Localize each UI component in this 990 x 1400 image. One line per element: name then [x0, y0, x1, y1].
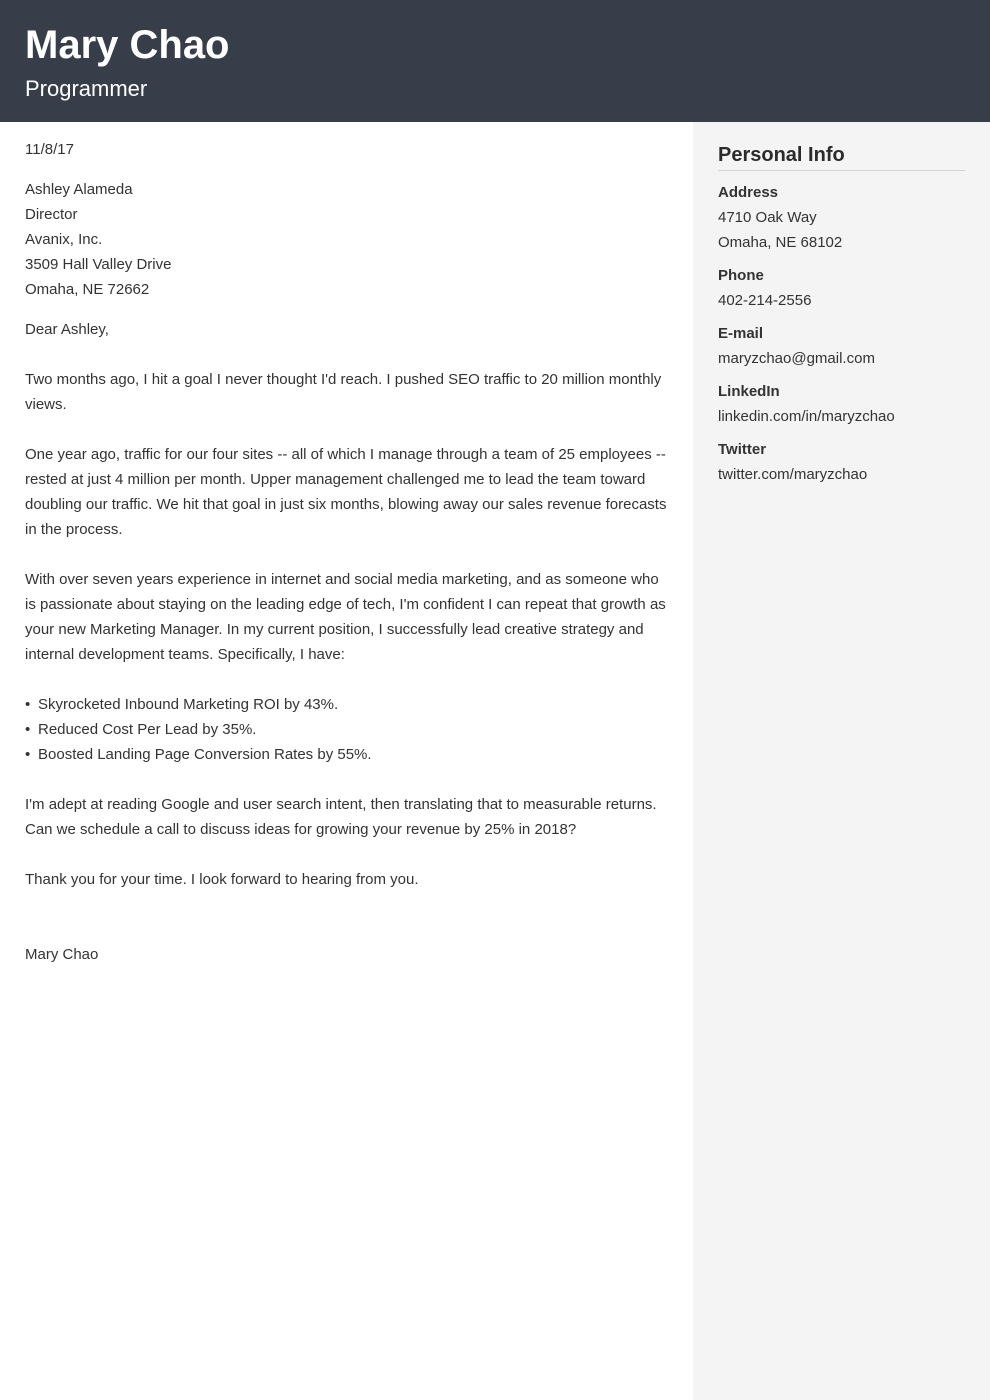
recipient-city: Omaha, NE 72662: [25, 281, 150, 298]
paragraph: With over seven years experience in internet and social media marketing, and as someone who is passionate about staying on the leading edge of tech, I'm confident I can repeat that growth as your new Marketing Manager. In my current position, I successfully lead creative strategy and internal development teams. Specifically, I have:: [25, 571, 666, 663]
salutation: Dear Ashley,: [25, 321, 109, 338]
info-group-phone: [718, 263, 965, 313]
list-item: [25, 717, 670, 742]
recipient-street: 3509 Hall Valley Drive: [25, 256, 172, 273]
info-label: Address: [718, 184, 779, 201]
info-group-twitter: [718, 437, 965, 487]
paragraph: Two months ago, I hit a goal I never thought I'd reach. I pushed SEO traffic to 20 million monthly views.: [25, 371, 662, 413]
sidebar-personal-info: [693, 122, 990, 1400]
bullet-icon: •: [25, 746, 31, 763]
recipient-name: Ashley Alameda: [25, 181, 133, 198]
address-line-1: 4710 Oak Way: [718, 209, 817, 226]
applicant-title: Programmer: [25, 76, 148, 101]
closing-line: Thank you for your time. I look forward to hearing from you.: [25, 871, 419, 888]
applicant-name: Mary Chao: [25, 23, 230, 67]
info-group-address: [718, 180, 965, 255]
phone-value: 402-214-2556: [718, 292, 812, 309]
list-item-text: Reduced Cost Per Lead by 35%.: [38, 721, 257, 738]
bullet-icon: •: [25, 721, 31, 738]
twitter-value: twitter.com/maryzchao: [718, 466, 868, 483]
list-item-text: Boosted Landing Page Conversion Rates by 55%.: [38, 746, 372, 763]
email-value: maryzchao@gmail.com: [718, 350, 875, 367]
section-title: Personal Info: [718, 143, 965, 171]
linkedin-value: linkedin.com/in/maryzchao: [718, 408, 895, 425]
list-item-text: Skyrocketed Inbound Marketing ROI by 43%.: [38, 696, 339, 713]
info-group-email: [718, 321, 965, 371]
paragraph: One year ago, traffic for our four sites -- all of which I manage through a team of 25 employees -- rested at just 4 million per month. Upper management challenged me to lead the team toward doubling our traffic. We hit that goal in just six months, blowing away our sales revenue forecasts in the process.: [25, 446, 667, 538]
info-label: Phone: [718, 267, 764, 284]
letter-date: 11/8/17: [25, 141, 74, 158]
personal-info-list: [718, 180, 965, 495]
info-label: LinkedIn: [718, 383, 780, 400]
list-item: [25, 742, 670, 767]
achievements-list: [25, 692, 670, 767]
list-item: [25, 692, 670, 717]
letter-body: [25, 137, 670, 967]
recipient-block: [25, 177, 670, 302]
address-line-2: Omaha, NE 68102: [718, 234, 843, 251]
info-label: E-mail: [718, 325, 764, 342]
recipient-company: Avanix, Inc.: [25, 231, 103, 248]
info-label: Twitter: [718, 441, 767, 458]
info-group-linkedin: [718, 379, 965, 429]
recipient-position: Director: [25, 206, 78, 223]
bullet-icon: •: [25, 696, 31, 713]
paragraph: I'm adept at reading Google and user search intent, then translating that to measurable returns. Can we schedule a call to discuss ideas for growing your revenue by 25% in 2018?: [25, 796, 657, 838]
signature: Mary Chao: [25, 946, 99, 963]
header: [0, 0, 990, 122]
